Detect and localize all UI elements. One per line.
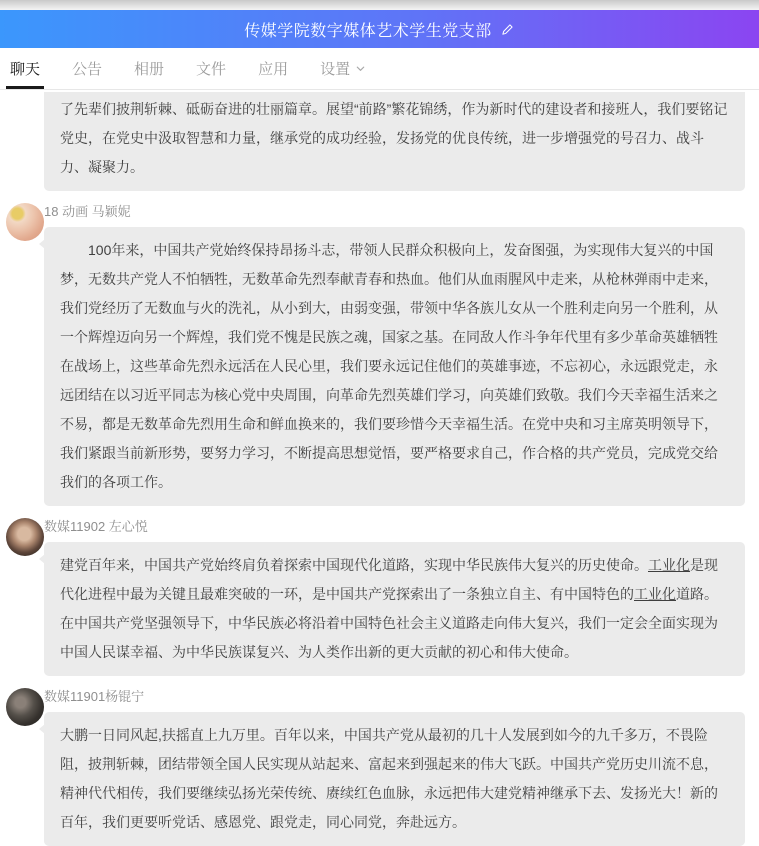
message-bubble — [44, 227, 745, 506]
message — [0, 203, 745, 506]
tab-apps-label: 应用 — [258, 61, 289, 78]
avatar[interactable] — [6, 518, 44, 556]
tab-settings[interactable] — [318, 48, 368, 89]
tab-chat[interactable] — [8, 48, 42, 89]
avatar[interactable] — [6, 688, 44, 726]
message-text — [60, 557, 718, 660]
message-bubble — [44, 92, 745, 191]
tab-announcement-label: 公告 — [72, 61, 103, 78]
group-title: 传媒学院数字媒体艺术学生党支部 — [244, 22, 492, 40]
tab-settings-label: 设置 — [320, 61, 351, 78]
chat-panel — [0, 90, 759, 846]
message-text: 100年来，中国共产党始终保持昂扬斗志，带领人民群众积极向上，发奋图强，为实现伟大复兴的中国梦，无数共产党人不怕牺牲，无数革命先烈奉献青春和热血。他们从血雨腥风中走来，从枪林弹雨中走来，我们党经历了无数血与火的洗礼，从小到大，由弱变强，带领中华各族儿女从一个胜利走向另一个胜利，从一个辉煌迈向另一个辉煌，我们党不愧是民族之魂，国家之基。在同敌人作斗争年代里有多少革命英雄牺牲在战场上，这些革命先烈永远活在人民心里，我们要永远记住他们的英雄事迹，不忘初心，永远跟党走，永远团结在以习近平同志为核心党中央周围，向革命先烈英雄们学习，向英雄们致敬。我们今天幸福生活来之不易，都是无数革命先烈用生命和鲜血换来的，我们要珍惜今天幸福生活。在党中央和习主席英明领导下，我们紧跟当前新形势，要努力学习，不断提高思想觉悟，要严格要求自己，作合格的共产党员，完成党交给我们的各项工作。 — [60, 242, 718, 490]
tab-album[interactable] — [132, 48, 166, 89]
message — [0, 92, 745, 191]
group-header — [0, 10, 759, 48]
tab-album-label: 相册 — [134, 61, 165, 78]
message-bubble — [44, 542, 745, 676]
message-text-segment: 建党百年来，中国共产党始终肩负着探索中国现代化道路，实现中华民族伟大复兴的历史使命。 — [60, 557, 648, 573]
message-bubble — [44, 712, 745, 846]
message — [0, 688, 745, 846]
message — [0, 518, 745, 676]
sender-name: 18 动画 马颖妮 — [44, 204, 131, 219]
tab-files[interactable] — [194, 48, 228, 89]
tab-bar — [0, 48, 759, 90]
tab-chat-label: 聊天 — [10, 61, 41, 78]
message-text: 大鹏一日同风起,扶摇直上九万里。百年以来，中国共产党从最初的几十人发展到如今的九千多万，不畏险阻，披荆斩棘，团结带领全国人民实现从站起来、富起来到强起来的伟大飞跃。中国共产党历史川流不息，精神代代相传，我们要继续弘扬光荣传统、赓续红色血脉，永远把伟大建党精神继承下去、发扬光大！新的百年，我们更要听党话、感恩党、跟党走，同心同党，奔赴远方。 — [60, 727, 718, 830]
message-text-underlined-term: 工业化 — [634, 586, 676, 602]
message-text-segment: 道路。在中国共产党坚强领导下，中华民族必将沿着中国特色社会主义道路走向伟大复兴，我们一定会全面实现为中国人民谋幸福、为中华民族谋复兴、为人类作出新的更大贡献的初心和伟大使命。 — [60, 586, 718, 660]
message-text-underlined-term: 工业化 — [648, 557, 690, 573]
avatar[interactable] — [6, 203, 44, 241]
tab-apps[interactable] — [256, 48, 290, 89]
window-top-edge — [0, 0, 759, 10]
edit-icon[interactable] — [500, 22, 515, 37]
message-text-segment: 是现代化进程中最为关键且最难突破的一环，是中国共产党探索出了一条独立自主、有中国特色的 — [60, 557, 718, 602]
sender-name: 数媒11901杨锟宁 — [44, 689, 145, 704]
message-text: 了先辈们披荆斩棘、砥砺奋进的壮丽篇章。展望“前路”繁花锦绣，作为新时代的建设者和接班人，我们要铭记党史，在党史中汲取智慧和力量，继承党的成功经验，发扬党的优良传统，进一步增强党的号召力、战斗力、凝聚力。 — [60, 101, 728, 175]
tab-files-label: 文件 — [196, 61, 227, 78]
sender-name: 数媒11902 左心悦 — [44, 519, 148, 534]
tab-announcement[interactable] — [70, 48, 104, 89]
chevron-down-icon — [355, 63, 366, 74]
